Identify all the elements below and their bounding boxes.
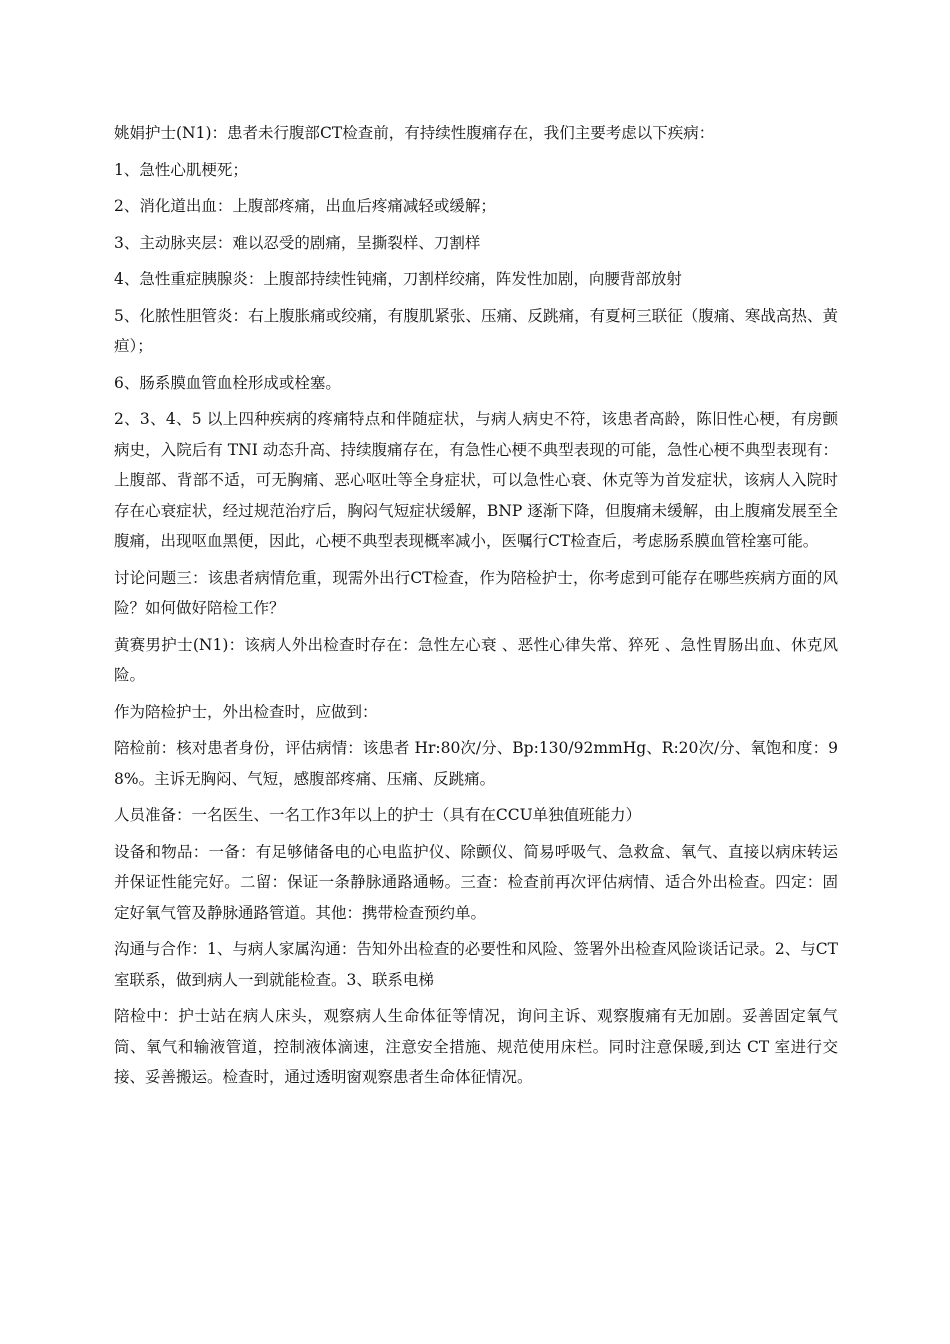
list-item-pancreatitis: 4、急性重症胰腺炎：上腹部持续性钝痛，刀割样绞痛，阵发性加剧，向腰背部放射 [114,270,682,288]
paragraph-communication: 沟通与合作：1、与病人家属沟通：告知外出检查的必要性和风险、签署外出检查风险谈话记录。2、与CT室联系，做到病人一到就能检查。3、联系电梯 [114,940,838,989]
paragraph-staff-preparation: 人员准备：一名医生、一名工作3年以上的护士（具有在CCU单独值班能力） [114,806,642,824]
list-item-cholangitis: 5、化脓性胆管炎：右上腹胀痛或绞痛，有腹肌紧张、压痛、反跳痛，有夏柯三联征（腹痛、寒战高热、黄疸）； [114,306,838,355]
list-item-mi: 1、急性心肌梗死； [114,160,248,179]
paragraph-equipment: 设备和物品：一备：有足够储备电的心电监护仪、除颤仪、简易呼吸气、急救盒、氧气、直接以病床转运并保证性能完好。二留：保证一条静脉通路通畅。三查：检查前再次评估病情、适合外出检查。四定：固定好氧气管及静脉通路管道。其他：携带检查预约单。 [114,842,838,922]
list-item-mesenteric-thrombosis: 6、肠系膜血管血栓形成或栓塞。 [114,373,341,392]
paragraph-escort-duties-intro: 作为陪检护士，外出检查时，应做到： [114,702,378,721]
list-item-gi-bleeding: 2、消化道出血：上腹部疼痛，出血后疼痛减轻或缓解； [114,197,496,215]
paragraph-nurse-huang-risks: 黄赛男护士(N1)：该病人外出检查时存在：急性左心衰 、恶性心律失常、猝死 、急性胃肠出血、休克风险。 [114,635,838,684]
paragraph-discussion-question-3: 讨论问题三：该患者病情危重，现需外出行CT检查，作为陪检护士，你考虑到可能存在哪些疾病方面的风险？如何做好陪检工作？ [114,568,838,617]
list-item-aortic-dissection: 3、主动脉夹层：难以忍受的剧痛，呈撕裂样、刀割样 [114,233,481,252]
paragraph-before-escort: 陪检前：核对患者身份，评估病情：该患者 Hr:80次/分、Bp:130/92mmHg、R:20次/分、氧饱和度：98%。主诉无胸闷、气短，感腹部疼痛、压痛、反跳痛。 [114,739,838,788]
paragraph-during-escort: 陪检中：护士站在病人床头，观察病人生命体征等情况，询问主诉、观察腹痛有无加剧。妥善固定氧气筒、氧气和输液管道，控制液体滴速，注意安全措施、规范使用床栏。同时注意保暖,到达 CT 室进行交接、妥善搬运。检查时，通过透明窗观察患者生命体征情况。 [114,1007,838,1086]
paragraph-analysis: 2、3、4、5 以上四种疾病的疼痛特点和伴随症状，与病人病史不符，该患者高龄，陈旧性心梗，有房颤病史，入院后有 TNI 动态升高、持续腹痛存在，有急性心梗不典型表现的可能，急性心梗不典型表现有：上腹部、背部不适，可无胸痛、恶心呕吐等全身症状，可以急性心衰、休克等为首发症状，该病人入院时存在心衰症状，经过规范治疗后，胸闷气短症状缓解，BNP 逐渐下降，但腹痛未缓解，由上腹痛发展至全腹痛，出现呕血黑便，因此，心梗不典型表现概率减小，医嘱行CT检查后，考虑肠系膜血管栓塞可能。 [114,410,838,550]
paragraph-nurse-yao-intro: 姚娟护士(N1)：患者未行腹部CT检查前，有持续性腹痛存在，我们主要考虑以下疾病： [114,124,715,142]
document-body [114,118,838,1099]
